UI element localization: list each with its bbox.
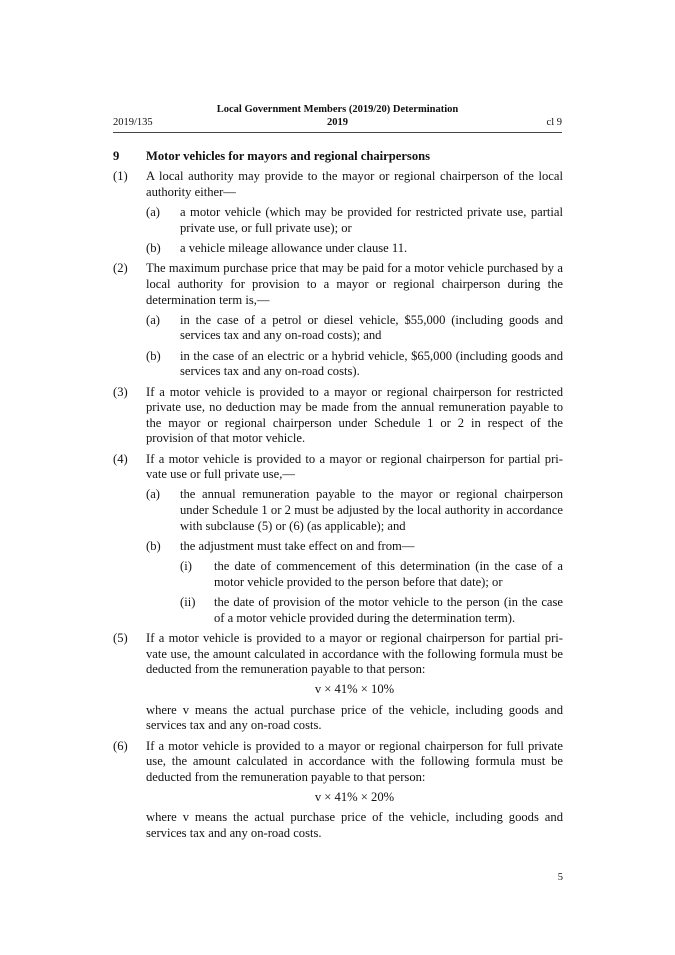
formula-definition: where v means the actual purchase price of the vehicle, including goods and services tax and any on-road costs. (146, 810, 563, 840)
header-reference: 2019/135 (113, 117, 153, 128)
formula-partial-use: v × 41% × 10% (314, 682, 395, 697)
header-rule (113, 132, 562, 133)
clause-text: A local authority may provide to the mayor or regional chairperson of the local authority either— (146, 169, 563, 199)
clause-2 (113, 261, 563, 308)
paragraph-number: (a) (146, 487, 160, 502)
clause-4-b-ii (113, 595, 563, 626)
paragraph-number: (a) (146, 312, 160, 327)
paragraph-number: (b) (146, 241, 161, 256)
formula-full-use: v × 41% × 20% (314, 790, 395, 805)
section-title: Motor vehicles for mayors and regional chairpersons (146, 149, 431, 163)
paragraph-number: (a) (146, 205, 160, 220)
clause-number: (3) (113, 384, 128, 399)
header-title: Local Government Members (2019/20) Determination (216, 104, 459, 115)
paragraph-text: a motor vehicle (which may be provided for restricted private use, partial private use, or full private use); or (180, 205, 563, 235)
paragraph-text: the annual remuneration payable to the mayor or regional chairperson under Schedule 1 or 2 must be adjusted by the local authority in accordance with subclause (5) or (6) (as applicable); and (180, 487, 563, 533)
clause-1-a (113, 205, 563, 236)
clause-number: (5) (113, 630, 128, 645)
clause-text: If a motor vehicle is provided to a mayor or regional chairperson for restricted private use, no deduction may be made from the annual remuneration payable to the mayor or regional chairperson under Schedule 1 or 2 in respect of the provision of that motor vehicle. (146, 384, 563, 446)
section-heading (113, 149, 563, 165)
clause-text: If a motor vehicle is provided to a mayor or regional chairperson for partial private use or full private use,— (146, 451, 563, 482)
clause-2-b (113, 349, 563, 380)
clause-text: If a motor vehicle is provided to a mayor or regional chairperson for partial private use, the amount calculated in accordance with the following formula must be deducted from the remuneration payable to that person: (146, 630, 563, 677)
clause-number: (2) (113, 261, 128, 276)
clause-text: If a motor vehicle is provided to a mayor or regional chairperson for full private use, the amount calculated in accordance with the following formula must be deducted from the remuneration payable to that person: (146, 738, 563, 784)
header-clause: cl 9 (546, 117, 562, 128)
paragraph-text: in the case of a petrol or diesel vehicle, $55,000 (including goods and services tax and any on-road costs); and (180, 312, 563, 343)
subparagraph-number: (ii) (180, 595, 196, 610)
clause-4 (113, 452, 563, 483)
formula-definition: where v means the actual purchase price of the vehicle, including goods and services tax and any on-road costs. (146, 702, 563, 733)
subparagraph-text: the date of commencement of this determination (in the case of a motor vehicle provided to the person before that date); or (214, 559, 563, 589)
page-number: 5 (557, 872, 563, 883)
clause-4-b (113, 539, 563, 555)
clause-2-a (113, 313, 563, 344)
section-number: 9 (113, 149, 120, 163)
paragraph-number: (b) (146, 538, 161, 553)
paragraph-number: (b) (146, 348, 161, 363)
header-year: 2019 (327, 117, 348, 128)
clause-4-a (113, 487, 563, 534)
clause-6 (113, 739, 563, 786)
clause-3 (113, 385, 563, 447)
subparagraph-text: the date of provision of the motor vehicle to the person (in the case of a motor vehicle provided during the determination term). (214, 595, 563, 625)
clause-text: The maximum purchase price that may be paid for a motor vehicle purchased by a local authority for provision to a mayor or regional chairperson during the determination term is,— (146, 261, 563, 307)
document-body (113, 149, 563, 846)
clause-number: (4) (113, 451, 128, 466)
clause-5 (113, 631, 563, 678)
clause-1-b (113, 241, 563, 257)
paragraph-text: a vehicle mileage allowance under clause 11. (180, 241, 408, 256)
clause-number: (1) (113, 169, 128, 184)
subparagraph-number: (i) (180, 559, 192, 574)
paragraph-text: the adjustment must take effect on and from— (180, 538, 415, 553)
paragraph-text: in the case of an electric or a hybrid vehicle, $65,000 (including goods and services tax and any on-road costs). (180, 348, 563, 379)
clause-1 (113, 169, 563, 200)
clause-4-b-i (113, 559, 563, 590)
clause-number: (6) (113, 738, 128, 753)
